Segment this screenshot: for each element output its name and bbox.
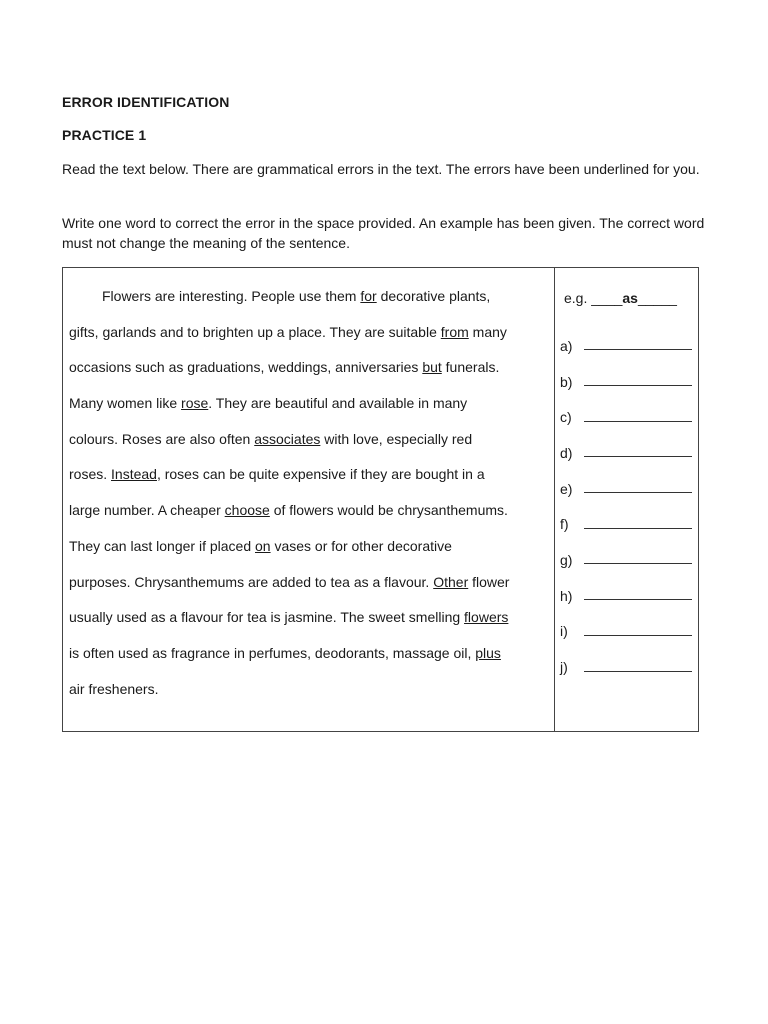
passage-line xyxy=(69,429,549,465)
answer-row xyxy=(560,471,696,507)
answer-column xyxy=(560,288,696,685)
worksheet-title: ERROR IDENTIFICATION xyxy=(62,94,230,110)
passage-text-segment: usually used as a flavour for tea is jasmine. The sweet smelling xyxy=(69,609,465,626)
answer-label: j) xyxy=(560,659,568,676)
answer-row xyxy=(560,364,696,400)
passage-text-segment: vases or for other decorative xyxy=(270,537,452,554)
answer-blank[interactable] xyxy=(584,549,692,564)
underlined-error: but xyxy=(422,359,442,376)
passage-text-segment: large number. A cheaper xyxy=(69,502,225,519)
underlined-error: for xyxy=(360,288,377,304)
passage-text-segment: of flowers would be chrysanthemums. xyxy=(269,502,508,519)
answer-label: g) xyxy=(560,551,573,568)
answer-label: e) xyxy=(560,480,573,497)
underlined-error: Instead xyxy=(111,466,157,483)
passage-line xyxy=(69,393,549,429)
exercise-table xyxy=(62,267,699,732)
underlined-error: associates xyxy=(254,430,321,447)
example-answer xyxy=(560,288,696,328)
passage-text-segment: with love, especially red xyxy=(320,430,473,447)
passage-line xyxy=(69,572,549,608)
answer-row xyxy=(560,435,696,471)
passage-line xyxy=(69,464,549,500)
passage-text-segment: colours. Roses are also often xyxy=(69,430,255,447)
answer-label: h) xyxy=(560,587,573,604)
answer-label: a) xyxy=(560,337,573,354)
answer-label: b) xyxy=(560,373,573,390)
passage-text-segment: is often used as fragrance in perfumes, deodorants, massage oil, xyxy=(69,644,476,661)
passage-text-segment: air fresheners. xyxy=(69,680,159,697)
underlined-error: rose xyxy=(181,395,209,412)
instruction-write: Write one word to correct the error in the space provided. An example has been given. The correct word must not change the meaning of the sentence. xyxy=(62,215,705,251)
passage-line xyxy=(69,536,549,572)
passage-text-segment: roses. xyxy=(69,466,112,483)
answer-blank[interactable] xyxy=(584,407,692,422)
answer-row xyxy=(560,649,696,685)
passage-text-segment: funerals. xyxy=(441,359,500,376)
passage-text-segment: purposes. Chrysanthemums are added to tea as a flavour. xyxy=(69,573,434,590)
passage-line xyxy=(69,286,549,322)
answer-blank[interactable] xyxy=(584,335,692,350)
answer-blank[interactable] xyxy=(584,585,692,600)
passage-text-segment: occasions such as graduations, weddings, anniversaries xyxy=(69,359,423,376)
passage-text-segment: gifts, garlands and to brighten up a place. They are suitable xyxy=(69,323,441,340)
answer-row xyxy=(560,542,696,578)
answer-label: d) xyxy=(560,444,573,461)
passage-line xyxy=(69,322,549,358)
practice-heading: PRACTICE 1 xyxy=(62,127,147,143)
passage-line xyxy=(69,607,549,643)
underlined-error: from xyxy=(440,323,469,340)
passage-line xyxy=(69,357,549,393)
passage-text-segment: Many women like xyxy=(69,395,182,412)
answer-label: f) xyxy=(560,516,569,533)
passage-text-segment: , roses can be quite expensive if they are bought in a xyxy=(156,466,485,483)
answer-blank[interactable] xyxy=(584,657,692,672)
underlined-error: flowers xyxy=(464,609,509,626)
passage-line xyxy=(69,500,549,536)
answer-label: i) xyxy=(560,623,568,640)
instruction-read: Read the text below. There are grammatical errors in the text. The errors have been underlined for you. xyxy=(62,161,700,177)
passage-text xyxy=(69,286,549,714)
answer-blank[interactable] xyxy=(584,371,692,386)
passage-text-segment: many xyxy=(468,323,507,340)
passage-text-segment: decorative plants, xyxy=(376,288,491,304)
answer-blank[interactable] xyxy=(584,514,692,529)
passage-text-segment: flower xyxy=(468,573,510,590)
example-word: as xyxy=(622,290,638,306)
passage-line xyxy=(69,643,549,679)
passage-text-segment: Flowers are interesting. People use them xyxy=(102,288,361,304)
answer-label: c) xyxy=(560,409,572,426)
underlined-error: choose xyxy=(224,502,270,519)
passage-line xyxy=(69,679,549,715)
answer-row xyxy=(560,506,696,542)
answer-row xyxy=(560,614,696,650)
passage-text-segment: They can last longer if placed xyxy=(69,537,255,554)
answer-row xyxy=(560,399,696,435)
answer-row xyxy=(560,578,696,614)
answer-blank[interactable] xyxy=(584,478,692,493)
passage-text-segment: . They are beautiful and available in many xyxy=(208,395,468,412)
underlined-error: plus xyxy=(475,644,501,661)
underlined-error: Other xyxy=(433,573,469,590)
column-divider xyxy=(554,268,555,731)
answer-blank[interactable] xyxy=(584,621,692,636)
example-prefix: e.g. ____ xyxy=(564,290,623,306)
underlined-error: on xyxy=(255,537,271,554)
answer-blank[interactable] xyxy=(584,442,692,457)
answer-row xyxy=(560,328,696,364)
example-suffix: _____ xyxy=(637,290,677,306)
